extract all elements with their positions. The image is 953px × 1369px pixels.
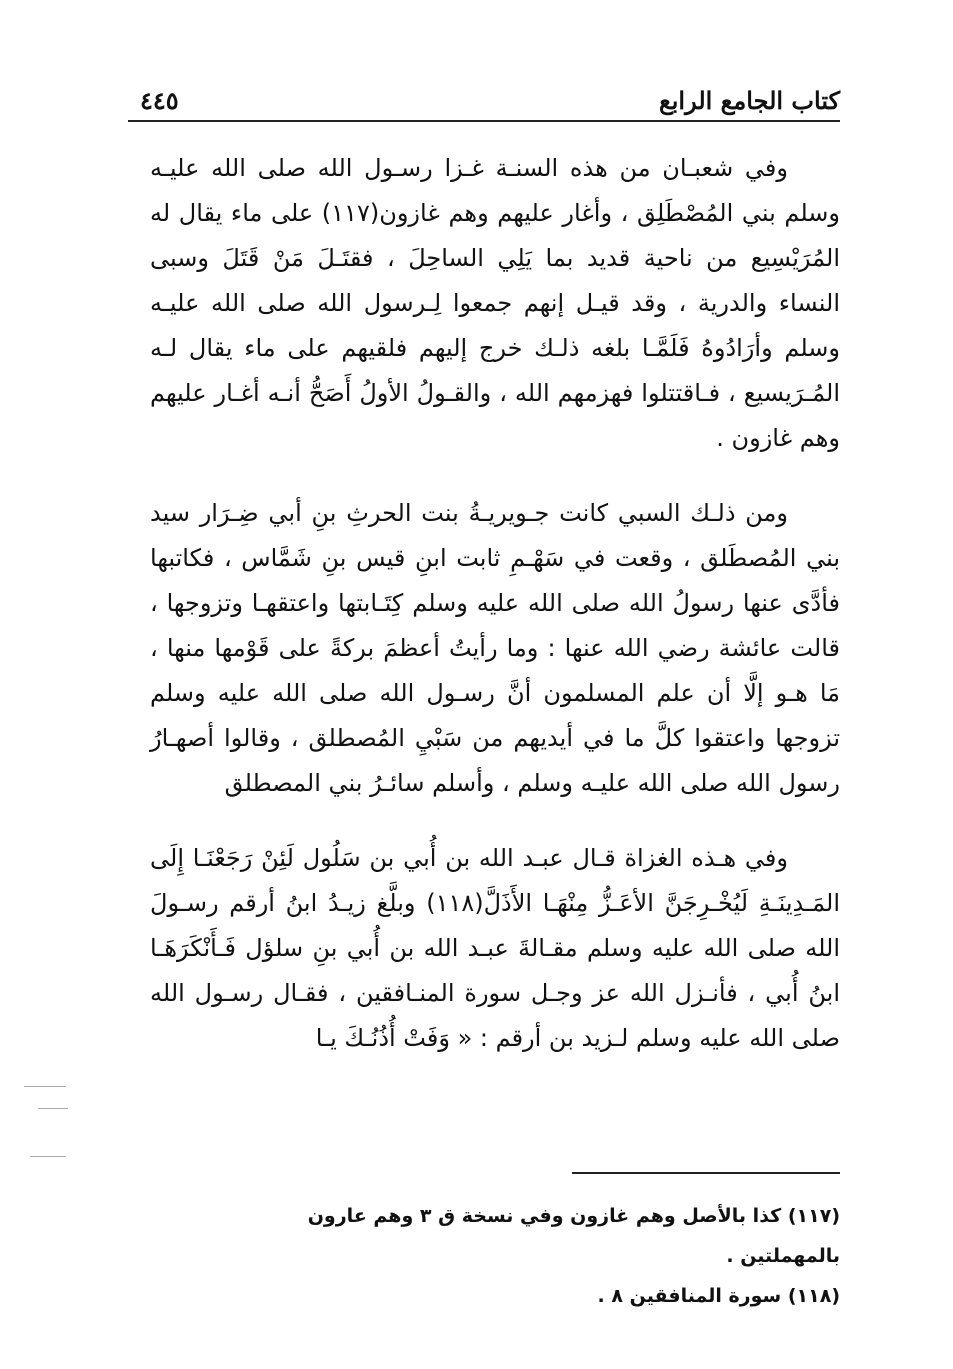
footnote-118: (١١٨) سورة المنافقين ٨ . [597,1285,840,1307]
page-number: ٤٤٥ [140,86,179,115]
footnotes [260,1196,840,1316]
paragraph-2: ومن ذلـك السبي كانت جـويريـةُ بنت الحرثِ بنِ أبي ضِـرَار سيد بني المُصطَلق ، وقعت في سَهْـمِ ثابت ابنِ قيس بنِ شَمَّاس ، فكاتبها فأدَّى عنها رسولُ الله صلى الله عليه وسلم كِتَـابتها واعتقهـا وتزوجها ، قالت عائشة رضي الله عنها : وما رأيتُ أعظمَ بركةً على قَوْمها منها ، مَا هـو إلَّا أن علم المسلمون أنَّ رسـول الله صلى الله عليه وسلم تزوجها واعتقوا كلَّ ما في أيديهم من سَبْيِ المُصطلق ، وقالوا أصهـارُ رسول الله صلى الله عليـه وسلم ، وأسلم سائـرُ بني المصطلق [150,499,840,797]
main-text [150,146,840,1061]
footnote-rule [572,1172,840,1174]
scan-edge-mark [24,1086,66,1087]
scan-edge-mark [38,1108,68,1109]
running-title: كتاب الجامع الرابع [658,86,840,115]
paragraph-3: وفي هـذه الغزاة قـال عبـد الله بن أُبي بن سَلُول لَئِنْ رَجَعْنَـا إِلَى المَـدِينَـةِ لَيُخْـرِجَنَّ الأعَـزُّ مِنْهَـا الأَذَلَّ(١١٨) وبلَّغ زيـدُ ابنُ أرقم رسـولَ الله صلى الله عليه وسلم مقـالةَ عبـد الله بن أُبي بنِ سلؤل فَـأَنْكَرَهَـا ابنُ أُبي ، فأنـزل الله عز وجـل سورة المنـافقين ، فقـال رسـول الله صلى الله عليه وسلم لـزيد بن أرقم : « وَفَتْ أُذُنُـكَ يـا [150,844,840,1052]
header-rule [128,120,840,122]
scan-edge-mark [30,1156,66,1157]
footnote-117: (١١٧) كذا بالأصل وهم غازون وفي نسخة ق ٣ وهم عارون بالمهملتين . [307,1205,840,1267]
paragraph-1: وفي شعبـان من هذه السنـة غـزا رسـول الله صلى الله عليـه وسلم بني المُصْطَلِق ، وأغار عليهم وهم غازون(١١٧) على ماء يقال له المُرَيْسِيع من ناحية قديد بما يَلِي الساحِلَ ، فقتَـلَ مَنْ قَتَلَ وسبى النساء والدرية ، وقد قيـل إنهم جمعوا لِـرسول الله صلى الله عليـه وسلم وأرَادُوهُ فَلَمَّـا بلغه ذلـك خرج إليهم فلقيهم على ماء يقال لـه المُـرَيسيع ، فـاقتتلوا فهزمهم الله ، والقـولُ الأولُ أَصَحُّ أنـه أغـار عليهم وهم غازون . [150,154,840,452]
page-header [140,78,840,122]
